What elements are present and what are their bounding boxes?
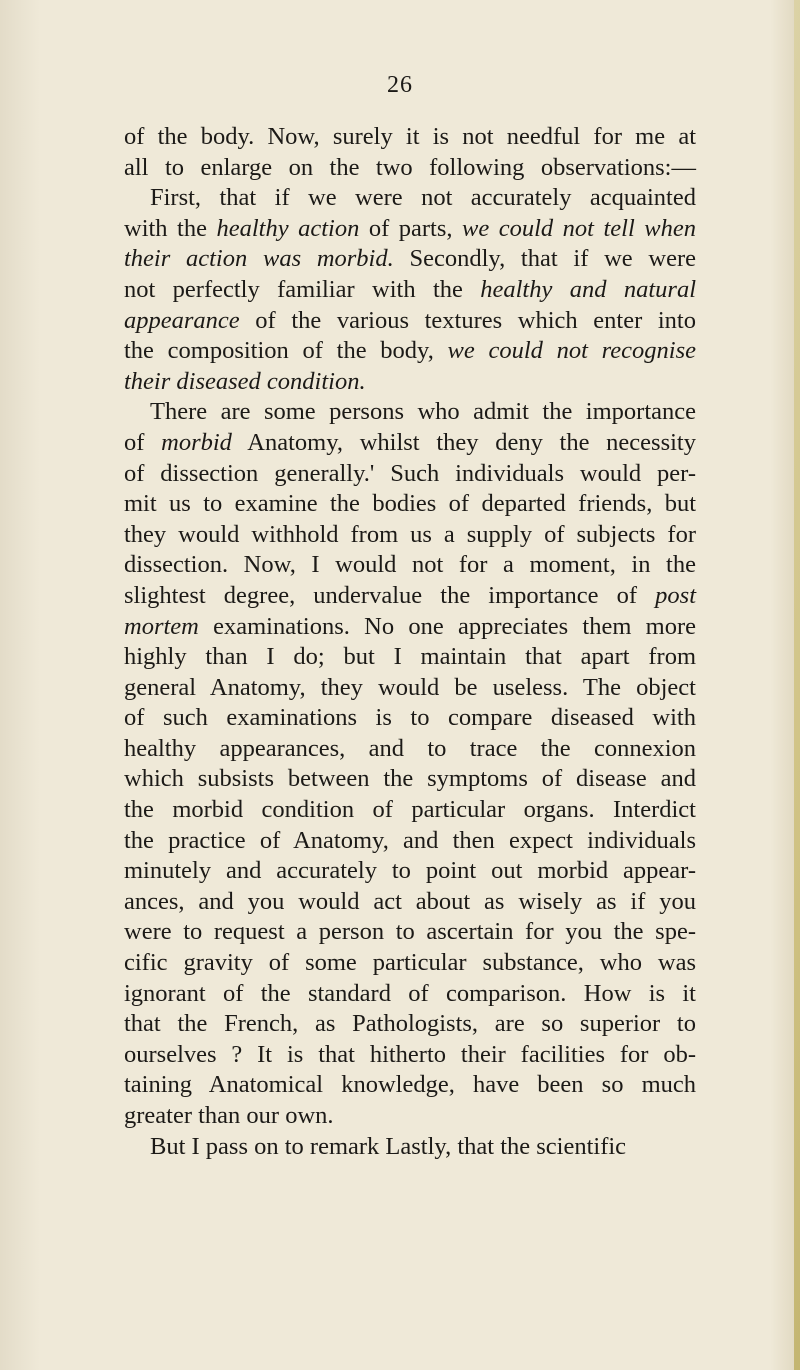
text-segment: But I pass on to remark Lastly, that the scientific <box>150 1132 627 1160</box>
italic-text: their action was morbid. <box>124 245 394 273</box>
text-segment: greater than our own. <box>124 1102 334 1129</box>
text-line <box>124 979 696 1010</box>
text-line <box>124 153 696 184</box>
text-segment: minutely and accurately to point out morbid appear- <box>124 857 696 885</box>
text-segment: examinations. No one appreciates them more <box>198 612 696 640</box>
text-line <box>124 520 696 551</box>
text-segment: First, that if we were not accurately acquainted <box>150 184 696 212</box>
text-segment: dissection. Now, I would not for a moment, in the <box>124 551 696 579</box>
italic-text: healthy and natural <box>480 275 697 303</box>
text-line <box>124 275 696 306</box>
text-line <box>124 1101 696 1132</box>
text-segment: slightest degree, undervalue the importance of <box>124 581 656 609</box>
text-line <box>124 1009 696 1040</box>
text-segment: that the French, as Pathologists, are so superior to <box>124 1010 696 1038</box>
text-line <box>124 1040 696 1071</box>
text-segment: ignorant of the standard of comparison. How is it <box>124 979 696 1007</box>
text-segment: they would withhold from us a supply of subjects for <box>124 520 696 548</box>
text-segment: highly than I do; but I maintain that apart from <box>124 643 696 671</box>
text-line <box>124 917 696 948</box>
text-line <box>124 214 696 245</box>
italic-text: healthy action <box>216 214 360 242</box>
text-segment: general Anatomy, they would be useless. The object <box>124 673 696 701</box>
text-line <box>124 734 696 765</box>
text-line <box>124 1070 696 1101</box>
text-line <box>124 336 696 367</box>
text-segment: the practice of Anatomy, and then expect individuals <box>124 826 696 854</box>
text-segment: taining Anatomical knowledge, have been so much <box>124 1071 696 1099</box>
text-line <box>124 244 696 275</box>
text-line <box>124 856 696 887</box>
text-segment: the morbid condition of particular organs. Interdict <box>124 796 696 824</box>
italic-text: mortem <box>124 612 199 640</box>
text-line <box>124 550 696 581</box>
text-line <box>124 581 696 612</box>
text-line <box>124 306 696 337</box>
text-segment: of <box>124 428 162 456</box>
text-segment: cific gravity of some particular substance, who was <box>124 949 696 977</box>
text-segment: were to request a person to ascertain for you the spe- <box>124 918 696 946</box>
text-line <box>124 948 696 979</box>
text-segment: Secondly, that if we were <box>393 245 696 273</box>
text-segment: Anatomy, whilst they deny the necessity <box>231 428 696 456</box>
text-segment: of the various textures which enter into <box>239 306 696 334</box>
text-segment: of dissection generally.' Such individuals would per- <box>124 459 696 487</box>
text-line <box>124 459 696 490</box>
italic-text: we could not tell when <box>462 214 696 242</box>
text-line <box>124 367 696 398</box>
text-line <box>124 122 696 153</box>
text-segment: ances, and you would act about as wisely as if you <box>124 887 696 915</box>
page-edge <box>794 0 800 1370</box>
text-segment: of parts, <box>359 214 463 242</box>
text-line <box>124 428 696 459</box>
text-line <box>124 764 696 795</box>
text-line <box>124 795 696 826</box>
body-text <box>124 122 696 1162</box>
text-line <box>124 183 696 214</box>
text-segment: mit us to examine the bodies of departed friends, but <box>124 490 696 518</box>
text-line <box>124 612 696 643</box>
text-segment: the composition of the body, <box>124 337 448 365</box>
italic-text: post <box>655 581 696 609</box>
text-segment: with the <box>124 214 217 242</box>
text-line <box>124 642 696 673</box>
text-segment: There are some persons who admit the importance <box>150 398 696 426</box>
text-segment: ourselves ? It is that hitherto their facilities for ob- <box>124 1040 696 1068</box>
italic-text: morbid <box>161 428 232 456</box>
italic-text: we could not recognise <box>447 337 696 365</box>
text-line <box>124 887 696 918</box>
text-segment: of the body. Now, surely it is not needful for me at <box>124 123 696 150</box>
text-line <box>124 673 696 704</box>
text-segment: all to enlarge on the two following observations:— <box>124 153 696 181</box>
text-segment: not perfectly familiar with the <box>124 275 481 303</box>
italic-text: appearance <box>124 306 240 334</box>
text-line <box>124 397 696 428</box>
text-line <box>124 703 696 734</box>
text-line <box>124 489 696 520</box>
text-segment: of such examinations is to compare diseased with <box>124 704 696 732</box>
text-segment: which subsists between the symptoms of disease and <box>124 765 696 793</box>
page-number: 26 <box>387 72 413 98</box>
text-line <box>124 826 696 857</box>
text-segment: healthy appearances, and to trace the connexion <box>124 734 696 762</box>
italic-text: their diseased condition. <box>124 367 366 395</box>
text-line <box>124 1132 696 1163</box>
